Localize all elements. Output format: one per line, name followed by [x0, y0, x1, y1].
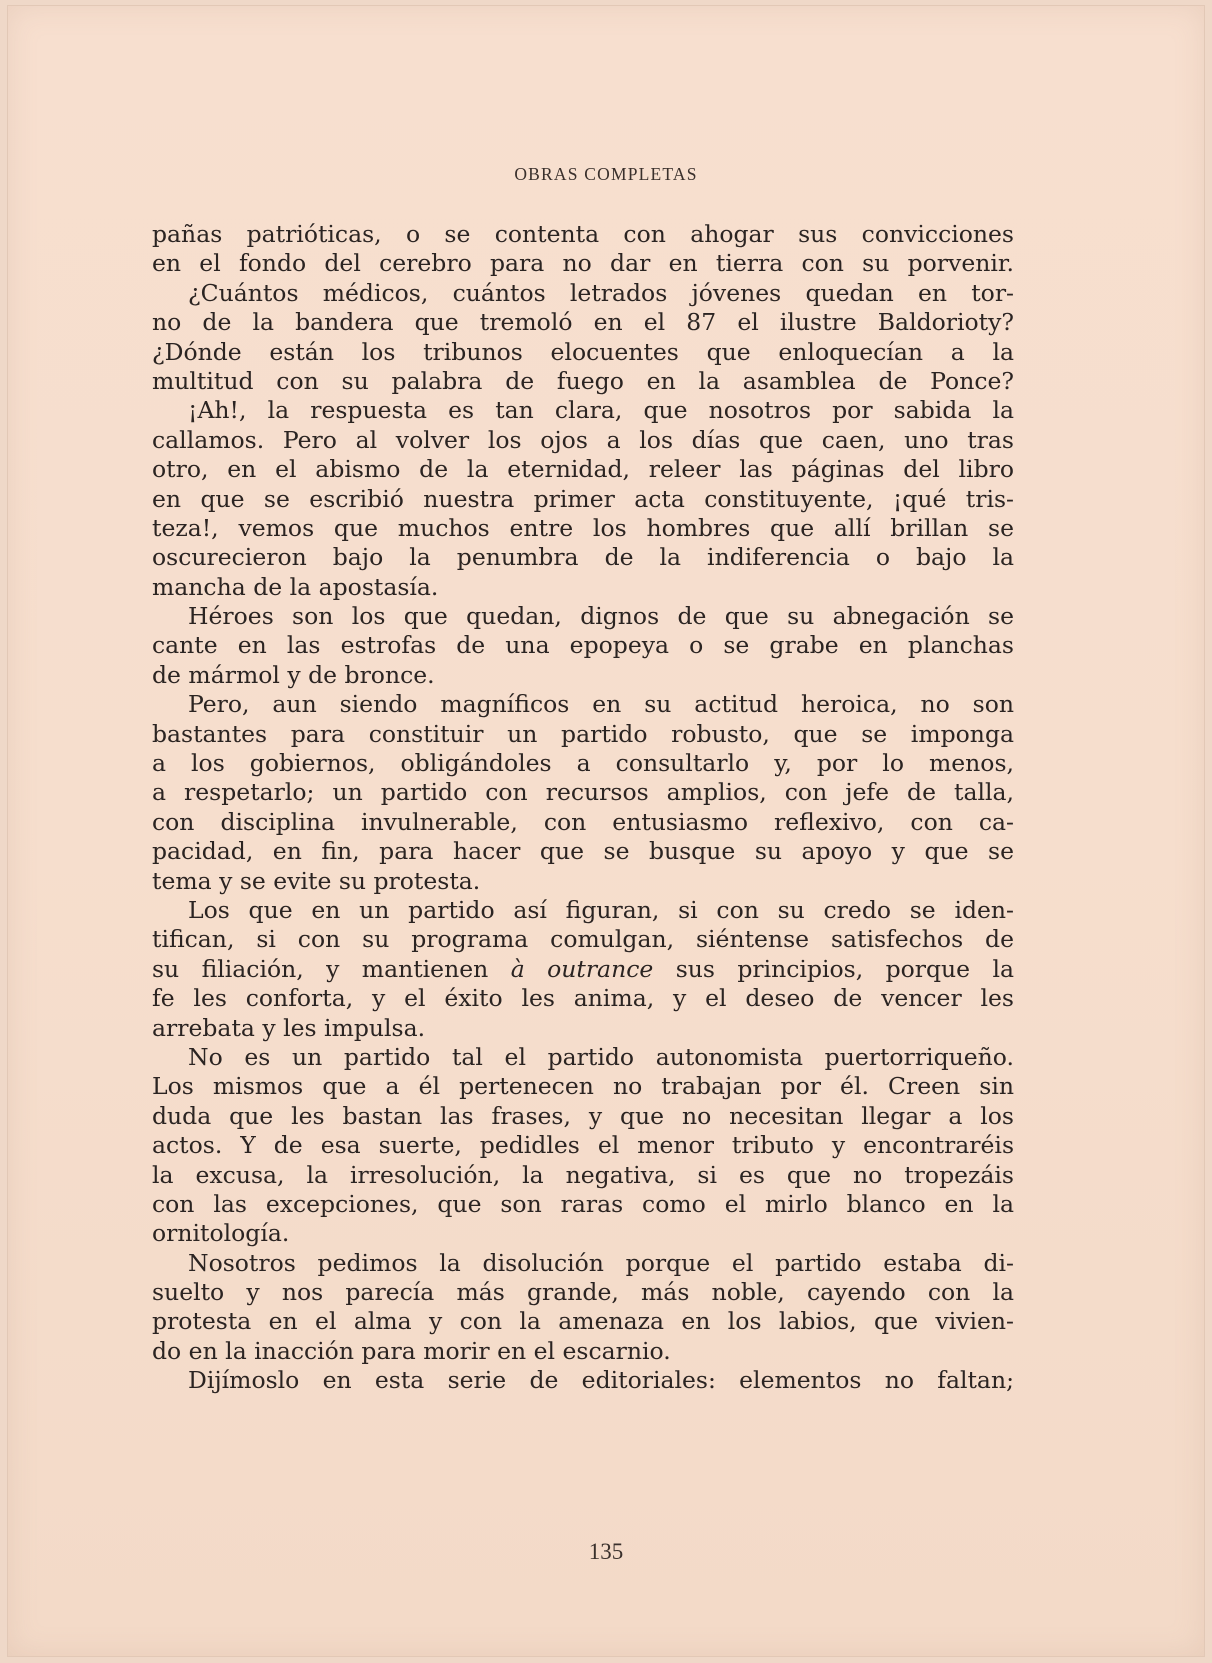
text-line: la excusa, la irresolución, la negativa, si es que no tropezáis — [152, 1160, 1014, 1189]
text-segment: sus principios, porque la — [675, 954, 1015, 983]
running-head: OBRAS COMPLETAS — [514, 164, 698, 184]
text-line: a respetarlo; un partido con recursos amplios, con jefe de talla, — [152, 778, 1014, 807]
text-line: teza!, vemos que muchos entre los hombres que allí brillan se — [152, 513, 1014, 542]
text-line: ¡Ah!, la respuesta es tan clara, que nosotros por sabida la — [188, 396, 1014, 425]
text-segment: su filiación, y mantienen — [152, 954, 489, 983]
text-line: arrebata y les impulsa. — [152, 1013, 426, 1042]
text-line: do en la inacción para morir en el escarnio. — [152, 1336, 671, 1365]
text-line: mancha de la apostasía. — [152, 572, 439, 601]
text-line-with-italic — [152, 955, 1014, 984]
text-line: oscurecieron bajo la penumbra de la indiferencia o bajo la — [152, 543, 1014, 572]
text-line: no de la bandera que tremoló en el 87 el ilustre Baldorioty? — [152, 308, 1014, 337]
text-line: Los que en un partido así figuran, si con su credo se iden- — [188, 895, 1014, 924]
text-line: tema y se evite su protesta. — [152, 866, 481, 895]
text-line: multitud con su palabra de fuego en la asamblea de Ponce? — [152, 366, 1014, 395]
text-line: Pero, aun siendo magníficos en su actitud heroica, no son — [188, 690, 1014, 719]
text-line: otro, en el abismo de la eternidad, releer las páginas del libro — [152, 455, 1014, 484]
text-line: actos. Y de esa suerte, pedidles el menor tributo y encontraréis — [152, 1131, 1014, 1160]
text-line: en el fondo del cerebro para no dar en tierra con su porvenir. — [152, 249, 1014, 278]
text-line: duda que les bastan las frases, y que no necesitan llegar a los — [152, 1101, 1014, 1130]
text-line: tifican, si con su programa comulgan, siéntense satisfechos de — [152, 925, 1014, 954]
text-line: No es un partido tal el partido autonomista puertorriqueño. — [188, 1042, 1014, 1071]
text-line: suelto y nos parecía más grande, más noble, cayendo con la — [152, 1278, 1014, 1307]
text-line: ornitología. — [152, 1219, 290, 1248]
text-line: Los mismos que a él pertenecen no trabajan por él. Creen sin — [152, 1072, 1014, 1101]
book-page — [8, 6, 1204, 1656]
text-line: con las excepciones, que son raras como el mirlo blanco en la — [152, 1189, 1014, 1218]
text-line: Nosotros pedimos la disolución porque el partido estaba di- — [188, 1248, 1014, 1277]
text-line: a los gobiernos, obligándoles a consultarlo y, por lo menos, — [152, 749, 1014, 778]
page-number: 135 — [588, 1539, 624, 1564]
text-line: fe les conforta, y el éxito les anima, y el deseo de vencer les — [152, 984, 1014, 1013]
text-line: Dijímoslo en esta serie de editoriales: elementos no faltan; — [188, 1366, 1014, 1395]
text-line: bastantes para constituir un partido robusto, que se imponga — [152, 719, 1014, 748]
text-line: de mármol y de bronce. — [152, 660, 435, 689]
text-line: en que se escribió nuestra primer acta constituyente, ¡qué tris- — [152, 484, 1014, 513]
text-line: pañas patrióticas, o se contenta con ahogar sus convicciones — [152, 220, 1014, 248]
text-line: ¿Cuántos médicos, cuántos letrados jóvenes quedan en tor- — [188, 278, 1014, 307]
text-line: Héroes son los que quedan, dignos de que su abnegación se — [188, 602, 1014, 631]
text-line: pacidad, en fin, para hacer que se busque su apoyo y que se — [152, 837, 1014, 866]
text-line: con disciplina invulnerable, con entusiasmo reflexivo, con ca- — [152, 807, 1014, 836]
text-line: cante en las estrofas de una epopeya o se grabe en planchas — [152, 631, 1014, 660]
text-line: callamos. Pero al volver los ojos a los días que caen, uno tras — [152, 425, 1014, 454]
text-line: ¿Dónde están los tribunos elocuentes que enloquecían a la — [152, 337, 1014, 366]
text-line: protesta en el alma y con la amenaza en los labios, que vivien- — [152, 1307, 1014, 1336]
italic-phrase: à outrance — [510, 954, 654, 983]
body-text — [152, 220, 1014, 1396]
